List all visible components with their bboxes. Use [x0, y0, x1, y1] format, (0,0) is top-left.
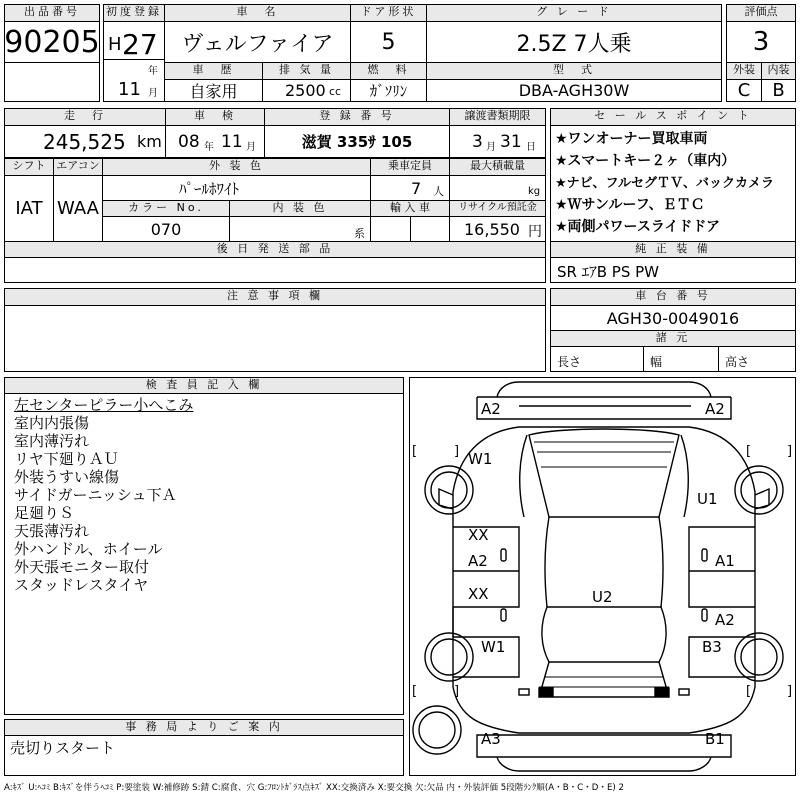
- model-label: 型 式: [426, 62, 722, 80]
- mileage: 245,525: [43, 130, 126, 154]
- sales-points-box: [550, 125, 796, 242]
- era: H: [108, 34, 122, 55]
- office-label: 事 務 局 よ り ご 案 内: [4, 719, 404, 736]
- damage-mark: A2: [705, 400, 725, 418]
- grade-label: グ レ ー ド: [426, 4, 722, 22]
- car-name-label: 車 名: [164, 4, 351, 22]
- notes-label: 注 意 事 項 欄: [4, 288, 546, 306]
- damage-mark: W1: [468, 450, 493, 468]
- color-no: 070: [102, 216, 230, 242]
- inspector-note: 左センターピラー小へこみ: [14, 396, 194, 414]
- ac: WAA: [53, 175, 103, 242]
- chassis-number: AGH30-0049016: [550, 305, 796, 331]
- damage-mark: U1: [697, 490, 718, 508]
- displacement: 2500: [285, 81, 326, 100]
- damage-mark: W1: [481, 638, 506, 656]
- interior-color-cell: [229, 216, 371, 242]
- bracket-mark: [: [746, 444, 752, 459]
- ac-label: エアコン: [53, 158, 103, 176]
- reg-month: 11: [118, 79, 141, 100]
- sales-point: ★両側パワースライドドア: [555, 219, 721, 235]
- bracket-mark: [: [746, 684, 752, 699]
- dims-height-cell: [718, 346, 796, 372]
- damage-mark: A2: [481, 400, 501, 418]
- exterior-color: ﾊﾟｰﾙﾎﾜｲﾄ: [102, 175, 371, 201]
- dims-length: 長さ: [557, 355, 582, 369]
- damage-mark: B1: [705, 730, 725, 748]
- dims-label: 諸 元: [550, 330, 796, 347]
- damage-mark: U2: [592, 588, 613, 606]
- bracket-mark: ]: [454, 444, 460, 459]
- interior-color-unit: 系: [354, 227, 365, 240]
- inspection-year-unit: 年: [204, 142, 214, 153]
- chassis-label: 車 台 番 号: [550, 288, 796, 306]
- inspection-label: 車 検: [165, 108, 265, 126]
- office-note: 売切りスタート: [10, 739, 116, 757]
- lot-number-label: 出品番号: [4, 4, 100, 22]
- displacement-unit: cc: [329, 85, 342, 98]
- mileage-label: 走 行: [4, 108, 166, 126]
- doc-day: 31: [500, 132, 522, 152]
- first-registration-label: 初度登録: [103, 4, 165, 22]
- bracket-mark: [: [412, 444, 418, 459]
- max-load-unit: kg: [528, 186, 541, 197]
- equipment: SR ｴｱB PS PW: [557, 263, 659, 281]
- bracket-mark: ]: [787, 684, 793, 699]
- displacement-label: 排 気 量: [262, 62, 351, 80]
- door-type-label: ドア形状: [350, 4, 427, 22]
- shift: IAT: [4, 175, 54, 242]
- doc-month: 3: [472, 132, 483, 152]
- displacement-cell: [262, 79, 351, 102]
- fuel: ｶﾞｿﾘﾝ: [350, 79, 427, 102]
- damage-mark: A1: [715, 552, 735, 570]
- dims-length-cell: [550, 346, 644, 372]
- inspector-note: 外装うすい線傷: [14, 468, 120, 486]
- damage-mark: A3: [481, 730, 501, 748]
- interior-grade: B: [761, 79, 796, 102]
- color-label: 外 装 色: [102, 158, 371, 176]
- inspection-year: 08: [178, 132, 200, 152]
- inspector-note: スタッドレスタイヤ: [14, 576, 149, 594]
- import-label: 輸 入 車: [370, 200, 450, 217]
- inspector-note: 天張薄汚れ: [14, 522, 90, 540]
- history-label: 車 歴: [164, 62, 263, 80]
- grade: 2.5Z 7人乗: [426, 21, 722, 63]
- inspector-note: サイドガーニッシュ下Ａ: [14, 486, 177, 504]
- damage-mark: A2: [468, 552, 488, 570]
- shift-label: シフト: [4, 158, 54, 176]
- door-type: 5: [350, 21, 427, 63]
- sales-points-label: セ ー ル ス ポ イ ン ト: [550, 108, 796, 126]
- color-no-label: カラー No.: [102, 200, 230, 217]
- model-code: DBA-AGH30W: [426, 79, 722, 102]
- mileage-unit: km: [137, 132, 162, 151]
- damage-mark: XX: [468, 526, 489, 544]
- later-parts-cell: [4, 257, 546, 283]
- inspector-note: 足廻りＳ: [14, 504, 75, 522]
- doc-deadline-cell: [449, 125, 546, 158]
- dims-width-cell: [643, 346, 719, 372]
- recycle-unit: 円: [528, 224, 542, 240]
- exterior-grade: C: [726, 79, 762, 102]
- capacity-unit: 人: [433, 185, 444, 198]
- score: 3: [726, 21, 796, 63]
- interior-color-label: 内 装 色: [229, 200, 371, 217]
- inspector-note: 外天張モニター取付: [14, 558, 150, 576]
- max-load-cell: [449, 175, 546, 201]
- sales-point: ★ワンオーナー買取車両: [555, 131, 708, 147]
- history: 自家用: [164, 79, 263, 102]
- interior-label: 内装: [761, 62, 796, 80]
- notes-box: [4, 305, 546, 372]
- capacity-cell: [370, 175, 450, 201]
- fuel-label: 燃 料: [350, 62, 427, 80]
- bracket-mark: ]: [787, 444, 793, 459]
- first-registration-cell: [103, 21, 165, 102]
- dims-width: 幅: [650, 355, 663, 369]
- inspector-note: 室内内張傷: [14, 414, 90, 432]
- inspector-label: 検 査 員 記 入 欄: [4, 377, 404, 394]
- max-load-label: 最大積載量: [449, 158, 546, 176]
- later-parts-label: 後 日 発 送 部 品: [4, 241, 546, 258]
- equipment-label: 純 正 装 備: [550, 241, 796, 258]
- recycle-cell: [449, 216, 546, 242]
- damage-mark: XX: [468, 585, 489, 603]
- damage-mark: B3: [702, 638, 722, 656]
- reg-month-unit: 月: [148, 88, 158, 99]
- import-divider: [410, 216, 411, 242]
- inspection-month: 11: [221, 132, 243, 152]
- capacity-label: 乗車定員: [370, 158, 450, 176]
- lot-number: 90205: [4, 21, 100, 63]
- inspector-note: 外ハンドル、ホイール: [14, 540, 163, 558]
- damage-mark: A2: [715, 611, 735, 629]
- bracket-mark: [: [412, 684, 418, 699]
- capacity: 7: [411, 179, 422, 198]
- plate-label: 登 録 番 号: [264, 108, 450, 126]
- plate-number: 滋賀 335ｻ 105: [264, 125, 450, 158]
- recycle-label: リサイクル預託金: [449, 200, 546, 217]
- sales-point: ★Ｗサンルーフ、ＥＴＣ: [555, 197, 705, 213]
- doc-day-unit: 日: [526, 142, 536, 153]
- car-name: ヴェルファイア: [164, 21, 351, 63]
- car-damage-diagram: [409, 377, 796, 776]
- reg-year: 27: [122, 28, 158, 61]
- inspector-note: 室内薄汚れ: [14, 432, 90, 450]
- inspection-month-unit: 月: [246, 142, 256, 153]
- doc-month-unit: 月: [486, 142, 496, 153]
- inspector-note: リヤ下廻りＡＵ: [14, 450, 119, 468]
- equipment-cell: [550, 257, 796, 283]
- legend: A:ｷｽﾞ U:ﾍｺﾐ B:ｷｽﾞを伴うﾍｺﾐ P:要塗装 W:補修跡 S:錆 C:腐食、穴 G:ﾌﾛﾝﾄｶﾞﾗｽ点ｷｽﾞ XX:交換済み X:要交換 欠:欠品 内・外装評価 5段階ﾗﾝｸ順(A・B・C・D・E) 2: [4, 783, 624, 793]
- inspection-cell: [165, 125, 265, 158]
- dims-height: 高さ: [725, 355, 750, 369]
- bracket-mark: ]: [454, 684, 460, 699]
- reg-year-unit: 年: [148, 66, 158, 77]
- doc-deadline-label: 譲渡書類期限: [449, 108, 546, 126]
- lot-blank-cell: [4, 62, 100, 102]
- score-label: 評価点: [726, 4, 796, 22]
- sales-point: ★スマートキー２ヶ（車内）: [555, 153, 736, 169]
- reg-divider: [103, 59, 165, 60]
- inspector-box: [4, 393, 404, 715]
- sales-point: ★ナビ、フルセグＴＶ、バックカメラ: [555, 176, 775, 191]
- office-box: [4, 735, 404, 776]
- exterior-label: 外装: [726, 62, 762, 80]
- mileage-cell: [4, 125, 166, 158]
- recycle-amount: 16,550: [464, 220, 520, 239]
